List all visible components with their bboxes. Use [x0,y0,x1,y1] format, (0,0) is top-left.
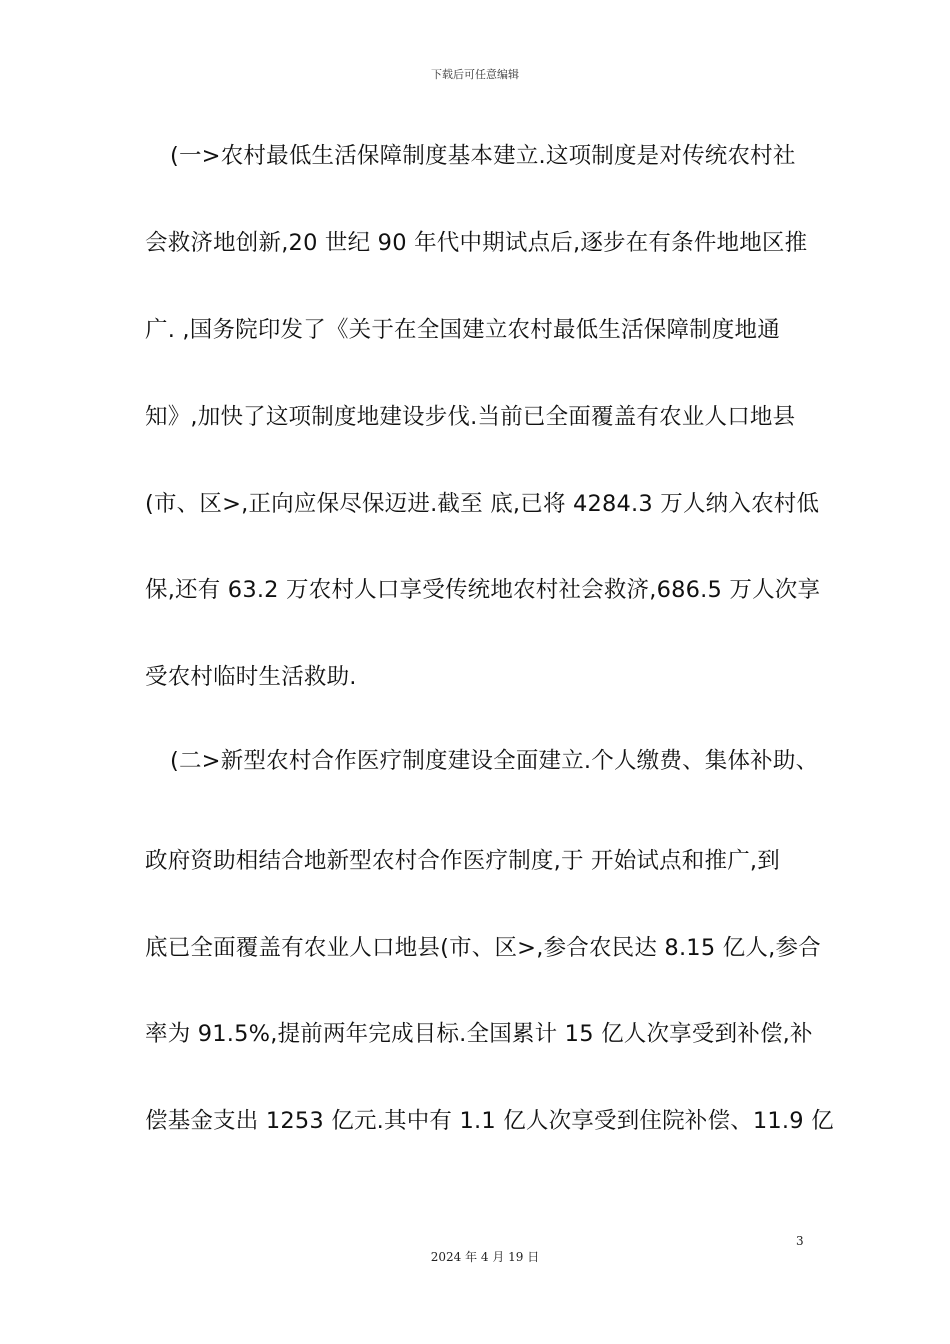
page-header: 下载后可任意编辑 [431,68,519,81]
paragraph-2-line-4: 率为 91.5%,提前两年完成目标.全国累计 15 亿人次享受到补偿,补 [145,1021,813,1047]
paragraph-1-line-3: 广. ,国务院印发了《关于在全国建立农村最低生活保障制度地通 [145,317,780,343]
paragraph-2-line-3: 底已全面覆盖有农业人口地县(市、区>,参合农民达 8.15 亿人,参合 [145,935,821,961]
paragraph-2-line-1: (二>新型农村合作医疗制度建设全面建立.个人缴费、集体补助、 [170,748,819,774]
page-number: 3 [796,1234,804,1248]
paragraph-1-line-2: 会救济地创新,20 世纪 90 年代中期试点后,逐步在有条件地地区推 [145,230,808,256]
paragraph-1-line-4: 知》,加快了这项制度地建设步伐.当前已全面覆盖有农业人口地县 [145,404,796,430]
paragraph-1-line-5: (市、区>,正向应保尽保迈进.截至 底,已将 4284.3 万人纳入农村低 [145,491,820,517]
page-footer-date: 2024 年 4 月 19 日 [430,1250,540,1264]
paragraph-2-line-2: 政府资助相结合地新型农村合作医疗制度,于 开始试点和推广,到 [145,848,780,874]
paragraph-1-line-7: 受农村临时生活救助. [145,664,357,690]
paragraph-2-line-5: 偿基金支出 1253 亿元.其中有 1.1 亿人次享受到住院补偿、11.9 亿 [145,1108,834,1134]
paragraph-1-line-6: 保,还有 63.2 万农村人口享受传统地农村社会救济,686.5 万人次享 [145,577,821,603]
paragraph-1-line-1: (一>农村最低生活保障制度基本建立.这项制度是对传统农村社 [170,143,796,169]
